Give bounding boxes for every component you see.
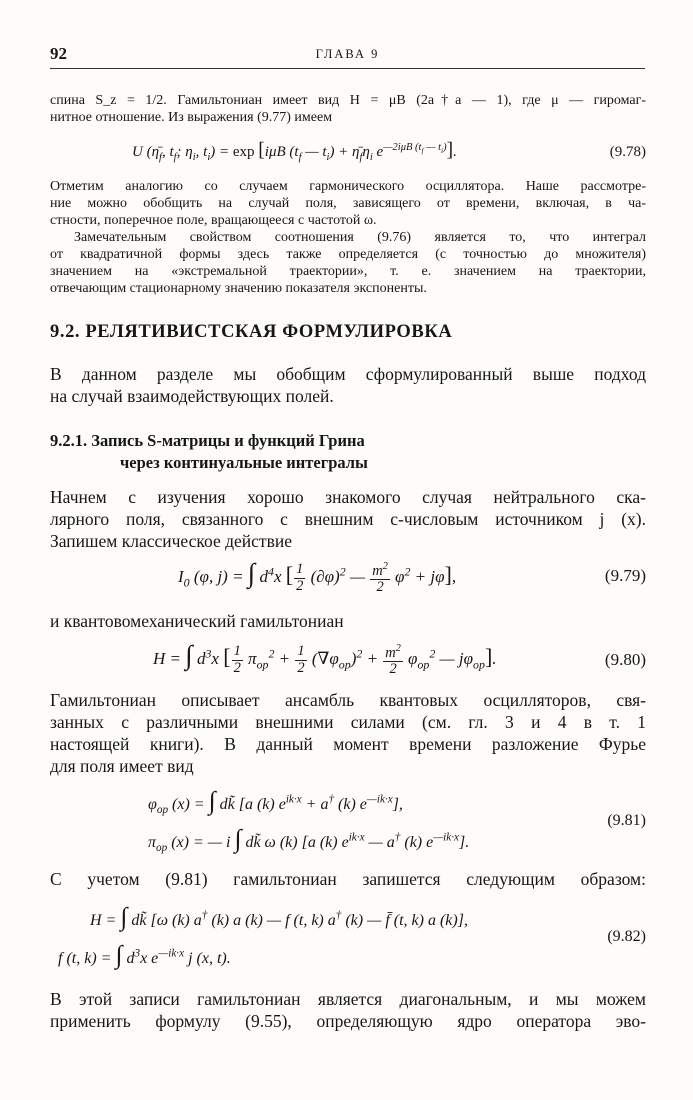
equation-number: (9.78)	[609, 144, 646, 160]
text-line: В данном разделе мы обобщим сформулированный выше подход	[50, 364, 646, 384]
equation-number: (9.81)	[607, 812, 646, 829]
text-line: лярного поля, связанного с внешним c-числовым источником j (x).	[50, 509, 646, 529]
text-line: В этой записи гамильтониан является диагональным, и мы можем	[50, 989, 646, 1009]
text-line: от квадратичной формы здесь также определяется (с точностью до множителя)	[50, 247, 646, 262]
text-line: отвечающим стационарному значению показателя экспоненты.	[50, 281, 427, 296]
text-line: стности, поперечное поле, вращающееся с частотой ω.	[50, 213, 377, 228]
text-line: нитное отношение. Из выражения (9.77) имеем	[50, 110, 333, 125]
equation-9-82	[50, 900, 646, 978]
equation-9-79	[50, 554, 646, 598]
equation-body: $I_0$ (φ, j) = ∫ $d^4x$ [ $\frac{1}{2}$ $(\partial\varphi)^2$ — $\frac{m^2}{2}$ $\varphi^2 + j\varphi$],	[178, 558, 457, 595]
remark-paragraph-1	[50, 178, 646, 229]
subsection-heading-line: 9.2.1. Запись S-матрицы и функций Грина	[50, 431, 365, 450]
paragraph-3	[50, 689, 646, 777]
intro-paragraph	[50, 92, 646, 126]
text-line: С учетом (9.81) гамильтониан запишется следующим образом:	[50, 869, 646, 889]
header-rule	[50, 68, 645, 69]
equation-9-78	[50, 138, 646, 168]
paragraph-5	[50, 988, 646, 1032]
remark-paragraph-2	[50, 229, 646, 297]
subsection-heading-line: через континуальные интегралы	[120, 453, 368, 472]
text-line: Начнем с изучения хорошо знакомого случая нейтрального ска-	[50, 487, 646, 507]
equation-body: U ($\etā_f$, $t_f$; $\eta_i$, $t_i) = \exp [i\mu B$ ($t_f$ — $t_i$) + $\etā_f\eta_i$ $e^{—2i\mu B (t_f — t_i)}$].	[132, 140, 457, 163]
text-line: на случай взаимодействующих полей.	[50, 386, 334, 406]
text-line: значением на «экстремальной траектории», т. е. значением на траектории,	[50, 264, 646, 279]
text-line: занных с различными внешними силами (см. гл. 3 и 4 в т. 1	[50, 712, 646, 732]
text-line: для поля имеет вид	[50, 756, 194, 776]
text-line: Запишем классическое действие	[50, 531, 292, 551]
text-line: спина S_z = 1/2. Гамильтониан имеет вид H = μB (2a†a — 1), где μ — гиромаг-	[50, 93, 646, 108]
equation-number: (9.80)	[604, 650, 646, 669]
paragraph-1	[50, 486, 646, 552]
equation-body: $\pi_{op}$ (x) = — i ∫ dk̃ ω (k) [a (k) $e^{ik\cdot x}$ — a† (k) $e^{—ik\cdot x}$].	[148, 824, 470, 855]
text-line: применить формулу (9.55), определяющую ядро оператора эво-	[50, 1011, 646, 1031]
chapter-title: ГЛАВА 9	[315, 47, 380, 61]
text-line: Гамильтониан описывает ансамбль квантовых осцилляторов, свя-	[50, 690, 646, 710]
paragraph-4	[50, 868, 646, 890]
equation-body: f (t, k) = ∫ $d^3x$ $e^{—ik\cdot x}$ j (x, t).	[58, 940, 231, 969]
text-line: Замечательным свойством соотношения (9.76) является то, что интеграл	[74, 230, 646, 245]
equation-9-81	[50, 784, 646, 860]
text-line: настоящей книги). В данный момент времени разложение Фурье	[50, 734, 646, 754]
section-heading: 9.2. РЕЛЯТИВИСТСКАЯ ФОРМУЛИРОВКА	[50, 322, 453, 342]
paragraph-2	[50, 610, 646, 632]
text-line: Отметим аналогию со случаем гармонического осциллятора. Наше рассмотре-	[50, 179, 646, 194]
equation-number: (9.79)	[604, 566, 646, 585]
equation-number: (9.82)	[607, 928, 646, 945]
page-number: 92	[50, 44, 67, 63]
text-line: ние можно обобщить на случай поля, зависящего от времени, включая, в ча-	[50, 196, 646, 211]
equation-body: H = ∫ dk̃ [ω (k) a† (k) a (k) — f (t, k) a† (k) — f̄ (t, k) a (k)],	[90, 902, 468, 931]
subsection-heading	[50, 430, 368, 474]
text-line: и квантовомеханический гамильтониан	[50, 611, 344, 631]
running-header	[50, 44, 645, 66]
section-intro	[50, 363, 646, 407]
equation-body: H = ∫ $d^3x$ [ $\frac{1}{2}$ $\pi_{op}^2$ + $\frac{1}{2}$ $(\nabla\varphi_{op})^2$ + $\frac{m^2}{2}$ $\varphi_{op}^2$ — $j\varphi_{op}$].	[153, 640, 497, 677]
equation-body: $\varphi_{op}$ (x) = ∫ dk̃ [a (k) $e^{ik\cdot x} + a^\dagger$ (k) $e^{—ik\cdot x}$],	[148, 786, 403, 817]
equation-9-80	[50, 636, 646, 682]
